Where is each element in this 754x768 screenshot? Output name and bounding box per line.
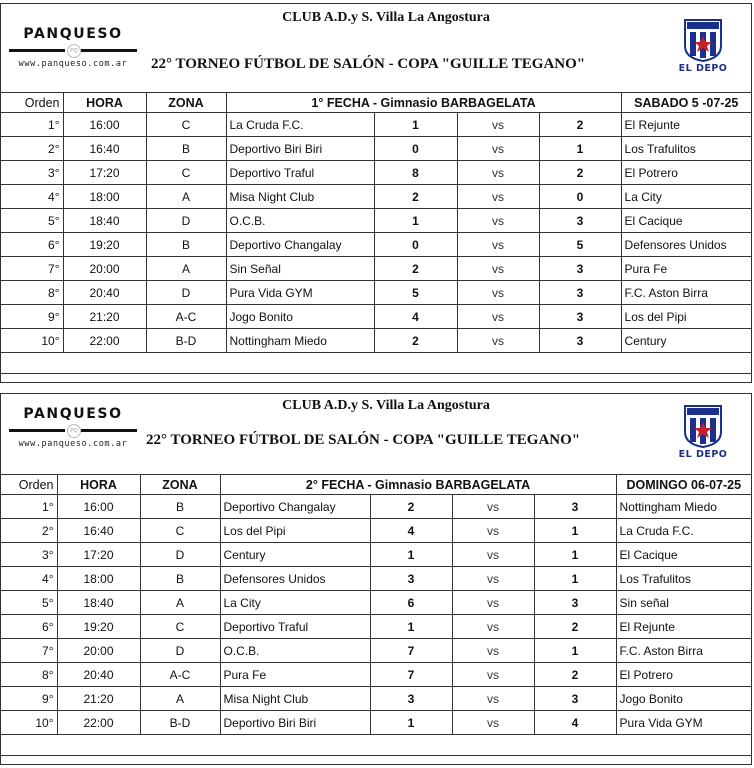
blank-footer-row: [1, 353, 751, 374]
away-score: 3: [539, 209, 621, 233]
brand-name: PANQUESO: [23, 406, 123, 422]
home-team: Deportivo Traful: [226, 161, 374, 185]
col-hora: HORA: [63, 93, 146, 113]
shield-crest-icon: [683, 404, 723, 448]
match-row: [1, 519, 751, 543]
sheet-header: [1, 4, 751, 92]
match-orden: 7°: [1, 639, 57, 663]
home-team: Deportivo Changalay: [226, 233, 374, 257]
match-zona: D: [140, 543, 220, 567]
col-zona: ZONA: [140, 475, 220, 495]
fixture-body: [1, 93, 751, 374]
home-team: Sin Señal: [226, 257, 374, 281]
match-hora: 18:40: [57, 591, 140, 615]
match-hora: 20:40: [63, 281, 146, 305]
match-orden: 9°: [1, 305, 63, 329]
home-score: 1: [374, 209, 457, 233]
match-orden: 6°: [1, 615, 57, 639]
pq-badge-icon: PQ: [67, 44, 81, 58]
brand-url: www.panqueso.com.ar: [18, 59, 128, 69]
match-zona: B: [146, 233, 226, 257]
match-hora: 20:40: [57, 663, 140, 687]
home-score: 4: [374, 305, 457, 329]
match-row: [1, 543, 751, 567]
match-row: [1, 113, 751, 137]
header-row: [1, 475, 751, 495]
tournament-title: 22° TORNEO FÚTBOL DE SALÓN - COPA "GUILLE TEGANO": [151, 56, 586, 72]
match-row: [1, 591, 751, 615]
match-hora: 21:20: [57, 687, 140, 711]
col-hora: HORA: [57, 475, 140, 495]
away-team: La Cruda F.C.: [616, 519, 751, 543]
home-score: 7: [370, 663, 452, 687]
match-hora: 17:20: [63, 161, 146, 185]
vs-label: vs: [452, 567, 534, 591]
fixture-body: [1, 475, 751, 756]
away-score: 2: [534, 615, 616, 639]
match-row: [1, 185, 751, 209]
match-row: [1, 233, 751, 257]
vs-label: vs: [457, 185, 539, 209]
match-orden: 1°: [1, 495, 57, 519]
home-team: Misa Night Club: [226, 185, 374, 209]
match-orden: 1°: [1, 113, 63, 137]
home-score: 1: [370, 711, 452, 735]
away-score: 2: [534, 663, 616, 687]
pq-badge-icon: PQ: [67, 424, 81, 438]
home-team: Pura Vida GYM: [226, 281, 374, 305]
home-team: La Cruda F.C.: [226, 113, 374, 137]
home-team: Defensores Unidos: [220, 567, 370, 591]
match-zona: D: [146, 281, 226, 305]
home-team: O.C.B.: [220, 639, 370, 663]
home-score: 6: [370, 591, 452, 615]
vs-label: vs: [452, 543, 534, 567]
match-zona: C: [140, 519, 220, 543]
match-row: [1, 495, 751, 519]
vs-label: vs: [452, 639, 534, 663]
match-hora: 20:00: [63, 257, 146, 281]
club-title: CLUB A.D.y S. Villa La Angostura: [282, 398, 490, 413]
col-orden: Orden: [1, 93, 63, 113]
vs-label: vs: [457, 113, 539, 137]
match-orden: 4°: [1, 185, 63, 209]
away-team: Jogo Bonito: [616, 687, 751, 711]
home-team: Nottingham Miedo: [226, 329, 374, 353]
match-zona: A: [140, 687, 220, 711]
away-team: El Rejunte: [616, 615, 751, 639]
date-label: DOMINGO 06-07-25: [616, 475, 751, 495]
match-orden: 8°: [1, 663, 57, 687]
match-row: [1, 305, 751, 329]
fecha-title: 1° FECHA - Gimnasio BARBAGELATA: [226, 93, 621, 113]
away-score: 1: [534, 543, 616, 567]
match-zona: B: [140, 567, 220, 591]
match-row: [1, 329, 751, 353]
home-score: 0: [374, 233, 457, 257]
away-team: Pura Fe: [621, 257, 751, 281]
vs-label: vs: [452, 615, 534, 639]
vs-label: vs: [452, 711, 534, 735]
el-depo-crest: [677, 18, 729, 74]
away-score: 0: [539, 185, 621, 209]
date-label: SABADO 5 -07-25: [621, 93, 751, 113]
match-orden: 3°: [1, 543, 57, 567]
away-score: 1: [534, 567, 616, 591]
match-row: [1, 137, 751, 161]
match-hora: 21:20: [63, 305, 146, 329]
home-team: Deportivo Changalay: [220, 495, 370, 519]
home-score: 3: [370, 687, 452, 711]
match-zona: A: [140, 591, 220, 615]
away-score: 3: [539, 329, 621, 353]
fixture-sheet-fecha-2: [0, 393, 752, 765]
match-hora: 17:20: [57, 543, 140, 567]
match-hora: 18:00: [63, 185, 146, 209]
away-team: El Rejunte: [621, 113, 751, 137]
away-team: F.C. Aston Birra: [616, 639, 751, 663]
blank-footer-cell: [1, 353, 751, 374]
match-hora: 18:00: [57, 567, 140, 591]
vs-label: vs: [457, 329, 539, 353]
match-zona: D: [140, 639, 220, 663]
match-zona: C: [146, 113, 226, 137]
vs-label: vs: [457, 257, 539, 281]
away-score: 3: [534, 687, 616, 711]
away-team: Pura Vida GYM: [616, 711, 751, 735]
brand-rule-right: [81, 429, 137, 432]
brand-rule-right: [81, 49, 137, 52]
away-score: 4: [534, 711, 616, 735]
away-score: 5: [539, 233, 621, 257]
club-title: CLUB A.D.y S. Villa La Angostura: [282, 10, 490, 25]
away-score: 3: [534, 591, 616, 615]
match-row: [1, 687, 751, 711]
home-score: 1: [374, 113, 457, 137]
brand-rule-left: [9, 429, 65, 432]
match-hora: 19:20: [63, 233, 146, 257]
away-score: 2: [539, 161, 621, 185]
away-team: Nottingham Miedo: [616, 495, 751, 519]
match-hora: 18:40: [63, 209, 146, 233]
away-team: El Cacique: [621, 209, 751, 233]
home-score: 2: [370, 495, 452, 519]
home-team: Los del Pipi: [220, 519, 370, 543]
away-score: 1: [534, 639, 616, 663]
brand-rule: [9, 44, 137, 56]
home-score: 5: [374, 281, 457, 305]
home-score: 7: [370, 639, 452, 663]
match-orden: 10°: [1, 329, 63, 353]
home-team: La City: [220, 591, 370, 615]
blank-footer-row: [1, 735, 751, 756]
sheet-header: [1, 394, 751, 474]
home-score: 2: [374, 257, 457, 281]
blank-footer-cell: [1, 735, 751, 756]
match-hora: 16:40: [63, 137, 146, 161]
match-hora: 22:00: [57, 711, 140, 735]
match-row: [1, 615, 751, 639]
match-orden: 10°: [1, 711, 57, 735]
crest-label: EL DEPO: [678, 63, 728, 74]
vs-label: vs: [452, 519, 534, 543]
vs-label: vs: [452, 495, 534, 519]
match-hora: 20:00: [57, 639, 140, 663]
match-hora: 19:20: [57, 615, 140, 639]
fecha-title: 2° FECHA - Gimnasio BARBAGELATA: [220, 475, 616, 495]
match-row: [1, 711, 751, 735]
away-score: 3: [539, 257, 621, 281]
away-team: El Cacique: [616, 543, 751, 567]
home-team: Deportivo Biri Biri: [226, 137, 374, 161]
fixture-table: [1, 92, 751, 374]
match-orden: 2°: [1, 137, 63, 161]
away-team: Century: [621, 329, 751, 353]
vs-label: vs: [457, 233, 539, 257]
away-score: 1: [534, 519, 616, 543]
home-team: Century: [220, 543, 370, 567]
shield-crest-icon: [683, 18, 723, 62]
match-orden: 2°: [1, 519, 57, 543]
match-row: [1, 281, 751, 305]
match-row: [1, 663, 751, 687]
match-zona: C: [146, 161, 226, 185]
fixture-sheet-fecha-1: [0, 3, 752, 383]
home-score: 8: [374, 161, 457, 185]
match-zona: C: [140, 615, 220, 639]
away-team: Los del Pipi: [621, 305, 751, 329]
home-score: 0: [374, 137, 457, 161]
match-zona: B-D: [140, 711, 220, 735]
home-team: Deportivo Traful: [220, 615, 370, 639]
tournament-title: 22° TORNEO FÚTBOL DE SALÓN - COPA "GUILLE TEGANO": [146, 432, 581, 448]
away-team: El Potrero: [616, 663, 751, 687]
match-row: [1, 257, 751, 281]
match-hora: 16:40: [57, 519, 140, 543]
match-orden: 5°: [1, 591, 57, 615]
away-team: Sin señal: [616, 591, 751, 615]
match-zona: B: [140, 495, 220, 519]
away-team: Los Trafulitos: [621, 137, 751, 161]
away-team: El Potrero: [621, 161, 751, 185]
away-score: 1: [539, 137, 621, 161]
match-zona: B: [146, 137, 226, 161]
vs-label: vs: [457, 137, 539, 161]
away-team: Los Trafulitos: [616, 567, 751, 591]
match-orden: 7°: [1, 257, 63, 281]
home-team: Jogo Bonito: [226, 305, 374, 329]
el-depo-crest: [677, 404, 729, 460]
home-score: 3: [370, 567, 452, 591]
match-zona: A: [146, 257, 226, 281]
home-score: 4: [370, 519, 452, 543]
vs-label: vs: [452, 687, 534, 711]
match-hora: 16:00: [57, 495, 140, 519]
match-orden: 4°: [1, 567, 57, 591]
header-row: [1, 93, 751, 113]
vs-label: vs: [457, 161, 539, 185]
away-team: La City: [621, 185, 751, 209]
home-score: 1: [370, 615, 452, 639]
away-team: Defensores Unidos: [621, 233, 751, 257]
match-zona: D: [146, 209, 226, 233]
home-score: 2: [374, 185, 457, 209]
vs-label: vs: [457, 305, 539, 329]
match-hora: 22:00: [63, 329, 146, 353]
match-zona: A-C: [140, 663, 220, 687]
home-team: O.C.B.: [226, 209, 374, 233]
vs-label: vs: [457, 209, 539, 233]
home-score: 2: [374, 329, 457, 353]
brand-rule-left: [9, 49, 65, 52]
vs-label: vs: [452, 591, 534, 615]
match-orden: 5°: [1, 209, 63, 233]
match-orden: 9°: [1, 687, 57, 711]
match-row: [1, 567, 751, 591]
vs-label: vs: [452, 663, 534, 687]
col-orden: Orden: [1, 475, 57, 495]
col-zona: ZONA: [146, 93, 226, 113]
match-orden: 8°: [1, 281, 63, 305]
fixture-table: [1, 474, 751, 756]
brand-name: PANQUESO: [23, 26, 123, 42]
home-score: 1: [370, 543, 452, 567]
crest-label: EL DEPO: [678, 449, 728, 460]
match-zona: A: [146, 185, 226, 209]
home-team: Pura Fe: [220, 663, 370, 687]
home-team: Deportivo Biri Biri: [220, 711, 370, 735]
match-row: [1, 639, 751, 663]
match-zona: B-D: [146, 329, 226, 353]
away-score: 2: [539, 113, 621, 137]
match-hora: 16:00: [63, 113, 146, 137]
away-team: F.C. Aston Birra: [621, 281, 751, 305]
away-score: 3: [534, 495, 616, 519]
away-score: 3: [539, 305, 621, 329]
brand-url: www.panqueso.com.ar: [18, 439, 128, 449]
panqueso-logo: [9, 26, 137, 69]
vs-label: vs: [457, 281, 539, 305]
match-row: [1, 209, 751, 233]
brand-rule: [9, 424, 137, 436]
match-row: [1, 161, 751, 185]
match-zona: A-C: [146, 305, 226, 329]
match-orden: 3°: [1, 161, 63, 185]
away-score: 3: [539, 281, 621, 305]
match-orden: 6°: [1, 233, 63, 257]
home-team: Misa Night Club: [220, 687, 370, 711]
